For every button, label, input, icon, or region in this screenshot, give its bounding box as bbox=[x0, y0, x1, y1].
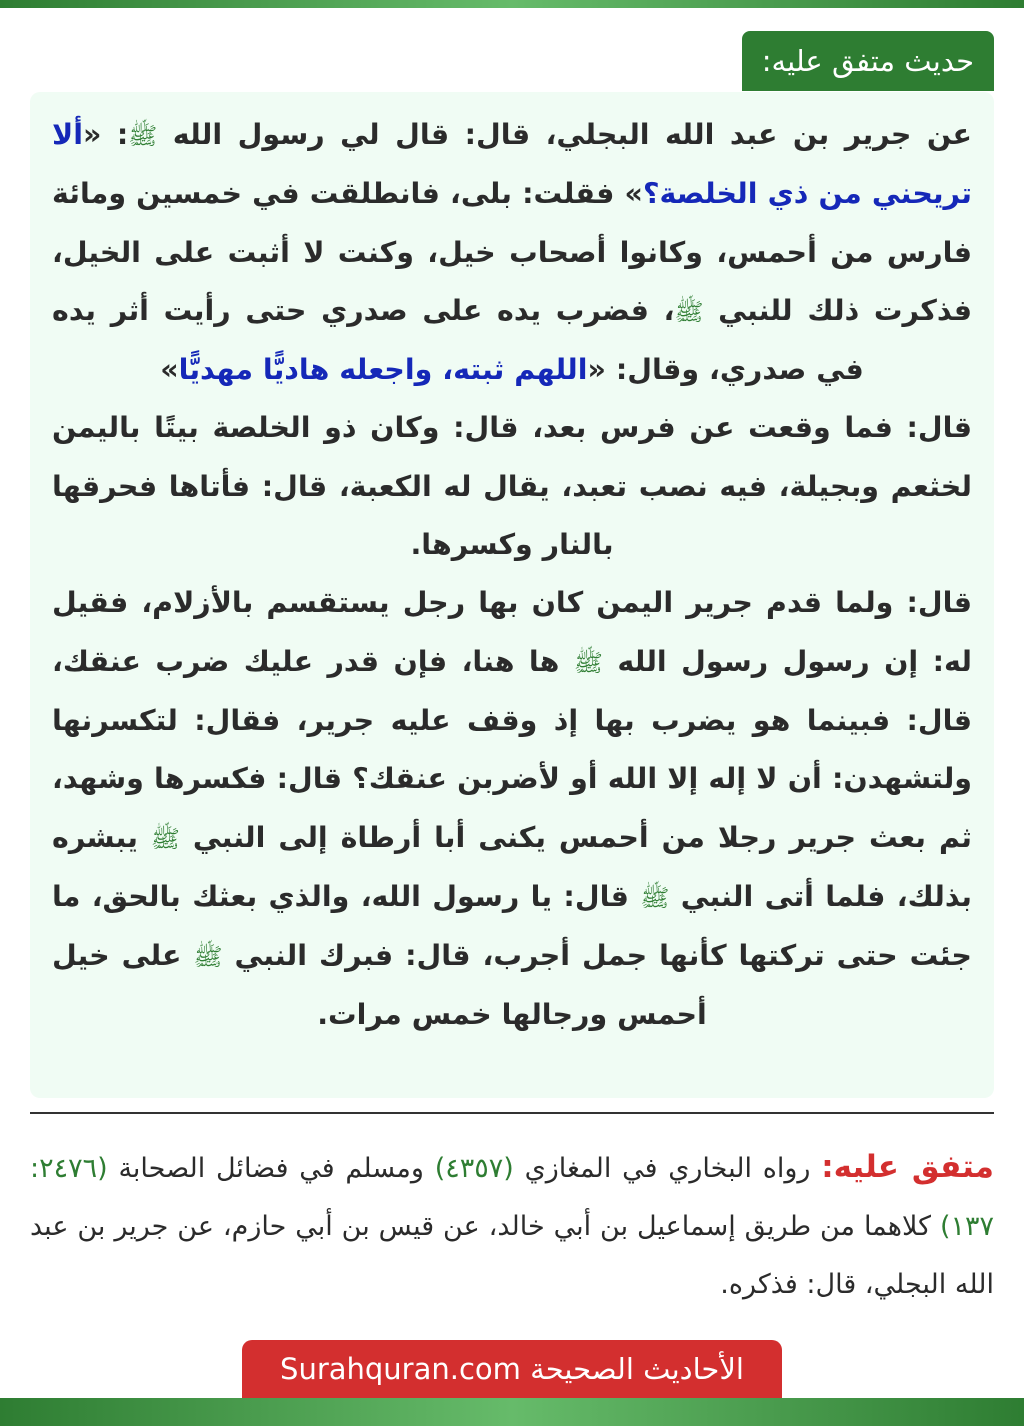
prophet-quote: ألا تريحني من ذي الخلصة؟ bbox=[52, 118, 972, 211]
prophet-quote: اللهم ثبته، واجعله هاديًّا مهديًّا bbox=[178, 353, 588, 387]
takhrij-text: متفق عليه: رواه البخاري في المغازي (٤٣٥٧) ومسلم في فضائل الصحابة (٢٤٧٦: ١٣٧) كلاهما من طريق إسماعيل بن أبي خالد، عن قيس بن أبي حازم، عن جرير بن عبد الله البجلي، قال: فذكره. bbox=[30, 1149, 994, 1300]
section-divider bbox=[30, 1112, 994, 1114]
takhrij-label: متفق عليه: bbox=[821, 1149, 994, 1185]
bottom-accent-bar bbox=[0, 1398, 1024, 1426]
salawat-symbol: ﷺ bbox=[150, 824, 180, 853]
hadith-text-box bbox=[30, 92, 994, 1098]
hadith-paragraph-3: قال: ولما قدم جرير اليمن كان بها رجل يستقسم بالأزلام، فقيل له: إن رسول رسول الله ﷺ ها هنا، فإن قدر عليك ضرب عنقك، قال: فبينما هو يضرب بها إذ وقف عليه جرير، فقال: لتكسرنها ولتشهدن: أن لا إله إلا الله أو لأضربن عنقك؟ قال: فكسرها وشهد، ثم بعث جرير رجلا من أحمس يكنى أبا أرطاة إلى النبي ﷺ يبشره بذلك، فلما أتى النبي ﷺ قال: يا رسول الله، والذي بعثك بالحق، ما جئت حتى تركتها كأنها جمل أجرب، قال: فبرك النبي ﷺ على خيل أحمس ورجالها خمس مرات. bbox=[52, 586, 972, 1032]
hadith-type-label: حديث متفق عليه: bbox=[742, 31, 994, 91]
top-accent-bar bbox=[0, 0, 1024, 8]
salawat-symbol: ﷺ bbox=[128, 122, 158, 150]
salawat-symbol: ﷺ bbox=[573, 648, 603, 677]
salawat-symbol: ﷺ bbox=[193, 943, 223, 972]
hadith-text bbox=[52, 106, 972, 1045]
reference-number: (٢٤٧٦: ١٣٧) bbox=[30, 1153, 994, 1242]
salawat-symbol: ﷺ bbox=[640, 883, 670, 912]
hadith-paragraph-2: قال: فما وقعت عن فرس بعد، قال: وكان ذو الخلصة بيتًا باليمن لخثعم وبجيلة، فيه نصب تعبد، يقال له الكعبة، قال: فأتاها فحرقها بالنار وكسرها. bbox=[52, 411, 972, 562]
hadith-paragraph-1: عن جرير بن عبد الله البجلي، قال: قال لي رسول الله ﷺ: «ألا تريحني من ذي الخلصة؟» فقلت: بلى، فانطلقت في خمسين ومائة فارس من أحمس، وكانوا أصحاب خيل، وكنت لا أثبت على الخيل، فذكرت ذلك للنبي ﷺ، فضرب يده على صدري حتى رأيت أثر يده في صدري، وقال: «اللهم ثبته، واجعله هاديًّا مهديًّا» bbox=[52, 118, 972, 387]
site-badge: الأحاديث الصحيحة Surahquran.com bbox=[242, 1340, 782, 1398]
reference-number: (٤٣٥٧) bbox=[434, 1153, 514, 1184]
salawat-symbol: ﷺ bbox=[674, 297, 704, 326]
